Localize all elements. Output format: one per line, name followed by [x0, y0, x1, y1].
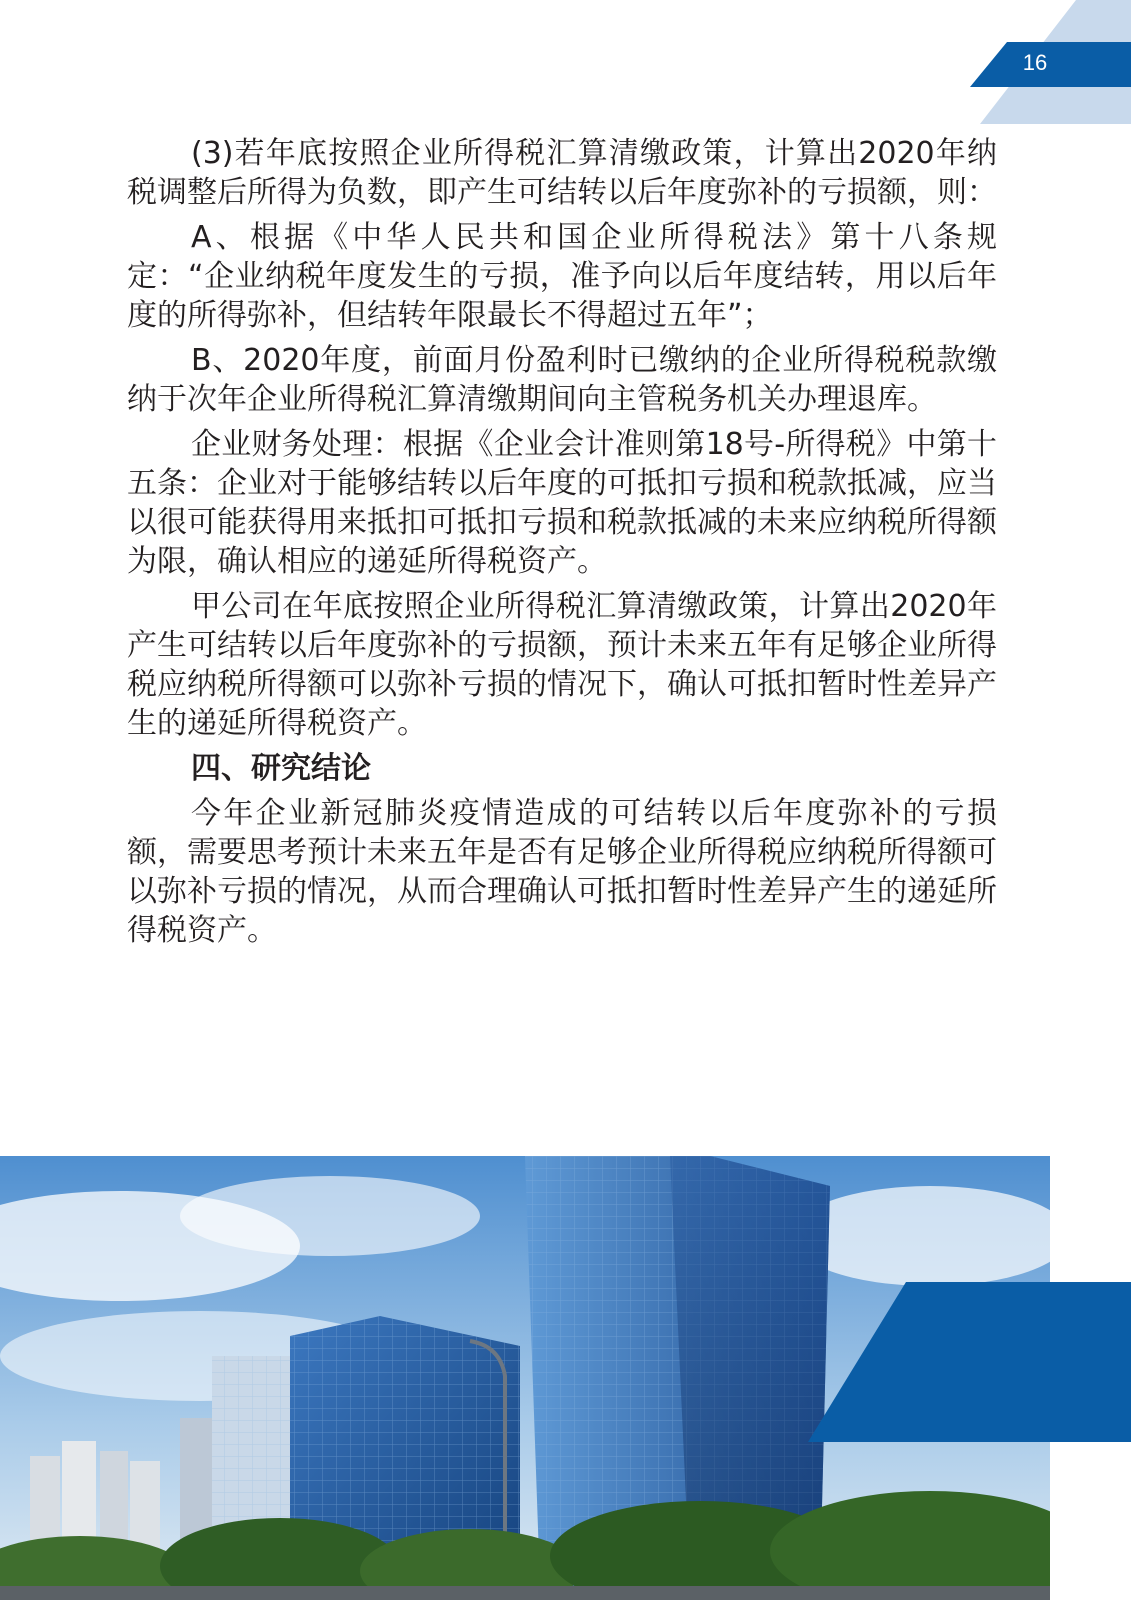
paragraph: B、2020年度，前面月份盈利时已缴纳的企业所得税税款缴纳于次年企业所得税汇算清缴期间向主管税务机关办理退库。	[127, 343, 997, 417]
bottom-white-margin	[1050, 1442, 1131, 1600]
paragraph: A、根据《中华人民共和国企业所得税法》第十八条规定：“企业纳税年度发生的亏损，准予向以后年度结转，用以后年度的所得弥补，但结转年限最长不得超过五年”；	[127, 220, 997, 333]
paragraph: 甲公司在年底按照企业所得税汇算清缴政策，计算出2020年产生可结转以后年度弥补的亏损额，预计未来五年有足够企业所得税应纳税所得额可以弥补亏损的情况下，确认可抵扣暂时性差异产生的递延所得税资产。	[127, 589, 997, 741]
paragraph: (3)若年底按照企业所得税汇算清缴政策，计算出2020年纳税调整后所得为负数，即产生可结转以后年度弥补的亏损额，则：	[127, 136, 997, 210]
paragraph: 企业财务处理：根据《企业会计准则第18号-所得税》中第十五条：企业对于能够结转以后年度的可抵扣亏损和税款抵减，应当以很可能获得用来抵扣可抵扣亏损和税款抵减的未来应纳税所得额为限，确认相应的递延所得税资产。	[127, 427, 997, 579]
bottom-accent-block	[808, 1282, 1131, 1442]
section-heading: 四、研究结论	[191, 751, 371, 786]
page-number: 16	[1022, 50, 1048, 75]
conclusion-paragraph: 今年企业新冠肺炎疫情造成的可结转以后年度弥补的亏损额，需要思考预计未来五年是否有足够企业所得税应纳税所得额可以弥补亏损的情况，从而合理确认可抵扣暂时性差异产生的递延所得税资产。	[127, 796, 997, 948]
